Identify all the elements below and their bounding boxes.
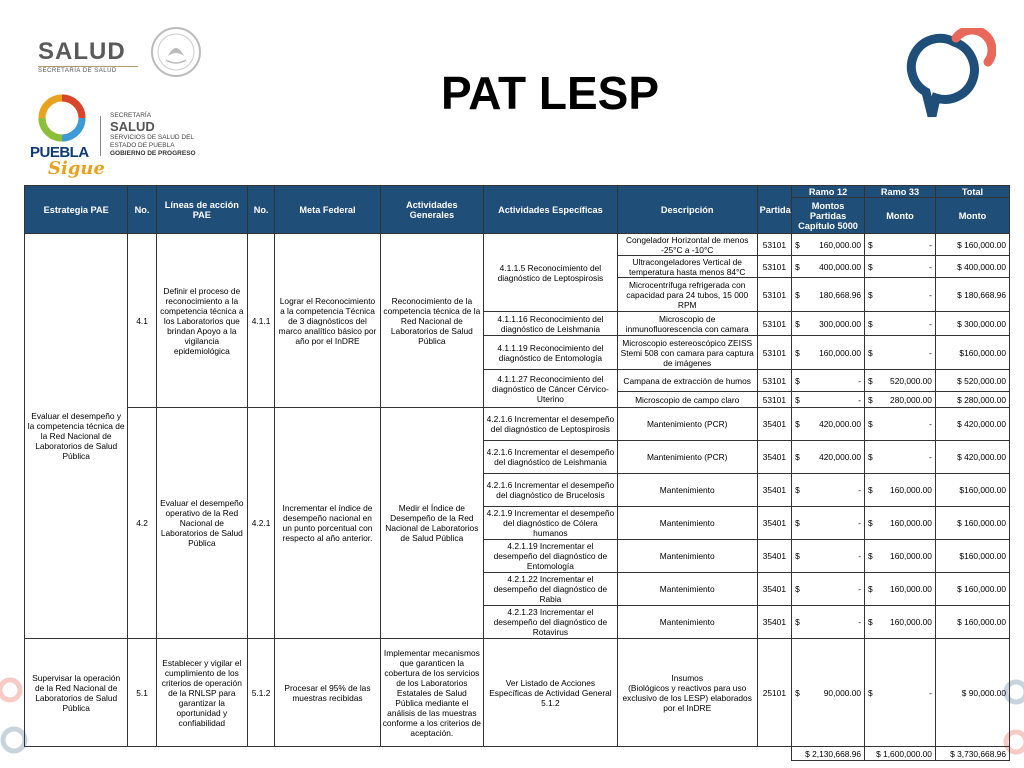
header-act-gen: Actividades Generales xyxy=(380,186,483,234)
total-cell: $ 420,000.00 xyxy=(935,408,1009,441)
partida-cell: 35401 xyxy=(757,474,791,507)
meta-cell: Procesar el 95% de las muestras recibidas xyxy=(275,639,380,747)
partida-cell: 35401 xyxy=(757,540,791,573)
header-monto-ramo33: Monto xyxy=(865,198,936,234)
desc-cell: Mantenimiento xyxy=(617,540,757,573)
header-montos-partidas: Montos Partidas Capítulo 5000 xyxy=(792,198,865,234)
partida-cell: 53101 xyxy=(757,392,791,408)
header-estrategia: Estrategia PAE xyxy=(25,186,128,234)
total-cell: $ 520,000.00 xyxy=(935,370,1009,392)
act-esp-cell: 4.2.1.9 Incrementar el desempeño del diagnóstico de Cólera humanos xyxy=(484,507,618,540)
act-esp-cell: 4.2.1.6 Incrementar el desempeño del diagnóstico de Brucelosis xyxy=(484,474,618,507)
partida-cell: 53101 xyxy=(757,370,791,392)
ramo33-cell xyxy=(865,336,936,370)
act-esp-cell: 4.1.1.16 Reconocimiento del diagnóstico de Leishmania xyxy=(484,312,618,336)
amount: 160,000.00 xyxy=(890,485,932,495)
currency-symbol: $ xyxy=(795,394,800,405)
currency-symbol: $ xyxy=(868,584,873,594)
currency-symbol: $ xyxy=(795,584,800,594)
no-cell: 4.1 xyxy=(128,234,156,408)
total-general: $ 3,730,668.96 xyxy=(935,747,1009,761)
salud-logo xyxy=(30,34,140,74)
total-cell: $ 160,000.00 xyxy=(935,573,1009,606)
header-ramo12: Ramo 12 xyxy=(792,186,865,198)
ramo33-cell xyxy=(865,278,936,312)
puebla-logo xyxy=(28,92,105,184)
amount: 90,000.00 xyxy=(823,687,862,698)
currency-symbol: $ xyxy=(795,375,800,386)
gov-line3: GOBIERNO DE PROGRESO xyxy=(110,150,196,157)
ramo33-cell xyxy=(865,573,936,606)
partida-cell: 53101 xyxy=(757,256,791,278)
partida-cell: 53101 xyxy=(757,312,791,336)
partida-cell: 35401 xyxy=(757,606,791,639)
currency-symbol: $ xyxy=(868,375,873,386)
amount: - xyxy=(929,261,932,272)
table-row xyxy=(25,234,1010,256)
act-esp-cell: 4.1.1.5 Reconocimiento del diagnóstico de Leptospirosis xyxy=(484,234,618,312)
logo-divider xyxy=(100,116,101,156)
mexico-seal-icon xyxy=(150,26,202,78)
desc-cell: Mantenimiento (PCR) xyxy=(617,441,757,474)
desc-cell: Campana de extracción de humos xyxy=(617,370,757,392)
currency-symbol: $ xyxy=(868,318,873,329)
currency-symbol: $ xyxy=(868,261,873,272)
header-partida: Partida xyxy=(757,186,791,234)
partida-cell: 35401 xyxy=(757,573,791,606)
ramo12-cell xyxy=(792,278,865,312)
desc-cell: Mantenimiento xyxy=(617,474,757,507)
currency-symbol: $ xyxy=(868,485,873,495)
ramo12-cell xyxy=(792,441,865,474)
amount: 280,000.00 xyxy=(890,394,932,405)
currency-symbol: $ xyxy=(795,485,800,495)
ramo12-cell xyxy=(792,370,865,392)
currency-symbol: $ xyxy=(795,347,800,358)
ramo12-cell xyxy=(792,606,865,639)
total-cell: $ 160,000.00 xyxy=(935,606,1009,639)
amount: - xyxy=(929,452,932,462)
amount: - xyxy=(858,375,862,386)
estrategia-cell: Supervisar la operación de la Red Nacional de Laboratorios de Salud Pública xyxy=(25,639,128,747)
desc-cell: Microscopio de campo claro xyxy=(617,392,757,408)
partida-cell: 53101 xyxy=(757,234,791,256)
act-esp-cell: 4.2.1.6 Incrementar el desempeño del diagnóstico de Leishmania xyxy=(484,441,618,474)
header-monto-total: Monto xyxy=(935,198,1009,234)
amount: 420,000.00 xyxy=(819,452,862,462)
amount: 160,000.00 xyxy=(890,551,932,561)
total-cell: $160,000.00 xyxy=(935,540,1009,573)
desc-cell: Microscopio estereoscópico ZEISS Stemi 508 con camara para captura de imágenes xyxy=(617,336,757,370)
no-meta-cell: 5.1.2 xyxy=(247,639,274,747)
gov-line2: ESTADO DE PUEBLA xyxy=(110,142,175,149)
ramo12-cell xyxy=(792,507,865,540)
puebla-ring-icon xyxy=(36,92,88,144)
ramo12-cell xyxy=(792,336,865,370)
ramo12-cell xyxy=(792,474,865,507)
totals-spacer xyxy=(25,747,792,761)
header-act-esp: Actividades Específicas xyxy=(484,186,618,234)
amount: 160,000.00 xyxy=(890,617,932,627)
total-cell: $ 280,000.00 xyxy=(935,392,1009,408)
ramo33-cell xyxy=(865,312,936,336)
totals-row xyxy=(25,747,1010,761)
amount: - xyxy=(929,419,932,429)
table-row xyxy=(25,639,1010,747)
currency-symbol: $ xyxy=(795,452,800,462)
total-cell: $ 420,000.00 xyxy=(935,441,1009,474)
ramo12-cell xyxy=(792,392,865,408)
gov-secretaria: SECRETARÍA xyxy=(110,112,152,119)
amount: - xyxy=(858,485,862,495)
act-gen-cell: Reconocimiento de la competencia técnica de la Red Nacional de Laboratorios de Salud Pública xyxy=(380,234,483,408)
page-title: PAT LESP xyxy=(440,67,660,119)
ramo12-cell xyxy=(792,573,865,606)
currency-symbol: $ xyxy=(795,289,800,300)
desc-cell: Mantenimiento xyxy=(617,606,757,639)
currency-symbol: $ xyxy=(868,419,873,429)
ramo12-cell xyxy=(792,540,865,573)
linea-cell: Establecer y vigilar el cumplimiento de los criterios de operación de la RNLSP para garantizar la oportunidad y confiabilidad xyxy=(156,639,247,747)
currency-symbol: $ xyxy=(795,419,800,429)
amount: 400,000.00 xyxy=(819,261,862,272)
partida-cell: 25101 xyxy=(757,639,791,747)
amount: - xyxy=(858,551,862,561)
amount: 300,000.00 xyxy=(819,318,862,329)
currency-symbol: $ xyxy=(795,518,800,528)
currency-symbol: $ xyxy=(868,347,873,358)
desc-cell: Insumos (Biológicos y reactivos para uso exclusivo de los LESP) elaborados por el InDRE xyxy=(617,639,757,747)
desc-cell: Mantenimiento xyxy=(617,507,757,540)
salud-logo-line xyxy=(38,66,138,67)
amount: - xyxy=(858,518,862,528)
act-gen-cell: Medir el Índice de Desempeño de la Red Nacional de Laboratorios de Salud Pública xyxy=(380,408,483,639)
amount: 180,668.96 xyxy=(819,289,862,300)
table-row xyxy=(25,408,1010,441)
total-cell: $ 160,000.00 xyxy=(935,507,1009,540)
no-meta-cell: 4.2.1 xyxy=(247,408,274,639)
amount: 160,000.00 xyxy=(890,518,932,528)
currency-symbol: $ xyxy=(868,239,873,250)
salud-logo-subtext: SECRETARÍA DE SALUD xyxy=(38,68,117,74)
header-no: No. xyxy=(128,186,156,234)
ramo12-cell xyxy=(792,256,865,278)
act-esp-cell: 4.1.1.27 Reconocimiento del diagnóstico de Cáncer Cérvico-Uterino xyxy=(484,370,618,408)
desc-cell: Microcentrífuga refrigerada con capacidad para 24 tubos, 15 000 RPM xyxy=(617,278,757,312)
ramo12-cell xyxy=(792,234,865,256)
desc-cell: Mantenimiento xyxy=(617,573,757,606)
estrategia-cell: Evaluar el desempeño y la competencia técnica de la Red Nacional de Laboratorios de Salud Pública xyxy=(25,234,128,639)
desc-cell: Mantenimiento (PCR) xyxy=(617,408,757,441)
ramo33-cell xyxy=(865,540,936,573)
currency-symbol: $ xyxy=(868,289,873,300)
linea-cell: Evaluar el desempeño operativo de la Red Nacional de Laboratorios de Salud Pública xyxy=(156,408,247,639)
currency-symbol: $ xyxy=(868,617,873,627)
currency-symbol: $ xyxy=(795,318,800,329)
act-esp-cell: 4.2.1.19 Incrementar el desempeño del diagnóstico de Entomología xyxy=(484,540,618,573)
ramo33-cell xyxy=(865,408,936,441)
amount: - xyxy=(858,584,862,594)
gov-salud: SALUD xyxy=(110,119,155,134)
ramo33-cell xyxy=(865,507,936,540)
header-no-meta: No. xyxy=(247,186,274,234)
ramo12-cell xyxy=(792,408,865,441)
no-cell: 4.2 xyxy=(128,408,156,639)
act-gen-cell: Implementar mecanismos que garanticen la cobertura de los servicios de los Laboratorios Estatales de Salud Pública mediante el análisis de las muestras conforme a los criterios de aceptación. xyxy=(380,639,483,747)
currency-symbol: $ xyxy=(868,551,873,561)
partida-cell: 35401 xyxy=(757,507,791,540)
meta-cell: Incrementar el índice de desempeño nacional en un punto porcentual con respecto al año anterior. xyxy=(275,408,380,639)
brand-rings-icon xyxy=(896,28,996,124)
ramo33-cell xyxy=(865,256,936,278)
pat-lesp-table xyxy=(24,185,1010,761)
ramo12-cell xyxy=(792,312,865,336)
ramo33-cell xyxy=(865,370,936,392)
salud-logo-text: SALUD xyxy=(38,38,126,65)
act-esp-cell: 4.2.1.22 Incrementar el desempeño del diagnóstico de Rabia xyxy=(484,573,618,606)
currency-symbol: $ xyxy=(795,687,800,698)
amount: - xyxy=(929,347,932,358)
puebla-logo-text: PUEBLA xyxy=(30,144,89,161)
ramo12-cell xyxy=(792,639,865,747)
no-cell: 5.1 xyxy=(128,639,156,747)
amount: - xyxy=(858,394,862,405)
act-esp-cell: 4.2.1.6 Incrementar el desempeño del diagnóstico de Leptospirosis xyxy=(484,408,618,441)
partida-cell: 35401 xyxy=(757,408,791,441)
currency-symbol: $ xyxy=(795,551,800,561)
header-meta: Meta Federal xyxy=(275,186,380,234)
amount: 160,000.00 xyxy=(890,584,932,594)
total-cell: $160,000.00 xyxy=(935,474,1009,507)
partida-cell: 53101 xyxy=(757,278,791,312)
ramo33-cell xyxy=(865,441,936,474)
total-cell: $ 400,000.00 xyxy=(935,256,1009,278)
currency-symbol: $ xyxy=(795,261,800,272)
amount: - xyxy=(929,239,932,250)
header-lineas: Líneas de acción PAE xyxy=(156,186,247,234)
header-descripcion: Descripción xyxy=(617,186,757,234)
currency-symbol: $ xyxy=(795,239,800,250)
ramo33-cell xyxy=(865,234,936,256)
act-esp-cell: Ver Listado de Acciones Específicas de Actividad General 5.1.2 xyxy=(484,639,618,747)
total-cell: $ 160,000.00 xyxy=(935,234,1009,256)
act-esp-cell: 4.1.1.19 Reconocimiento del diagnóstico de Entomología xyxy=(484,336,618,370)
amount: - xyxy=(929,687,932,698)
header-ramo33: Ramo 33 xyxy=(865,186,936,198)
puebla-logo-subtext: Sigue xyxy=(48,158,105,179)
amount: 160,000.00 xyxy=(819,239,862,250)
total-cell: $160,000.00 xyxy=(935,336,1009,370)
amount: 420,000.00 xyxy=(819,419,862,429)
currency-symbol: $ xyxy=(868,394,873,405)
meta-cell: Lograr el Reconocimiento a la competencia Técnica de 3 diagnósticos del marco analítico básico por año por el InDRE xyxy=(275,234,380,408)
amount: 160,000.00 xyxy=(819,347,862,358)
total-cell: $ 300,000.00 xyxy=(935,312,1009,336)
total-ramo33: $ 1,600,000.00 xyxy=(865,747,936,761)
amount: - xyxy=(929,318,932,329)
gov-line1: SERVICIOS DE SALUD DEL xyxy=(110,134,195,141)
header-total: Total xyxy=(935,186,1009,198)
ramo33-cell xyxy=(865,392,936,408)
desc-cell: Congelador Horizontal de menos -25°C a -10°C xyxy=(617,234,757,256)
total-cell: $ 90,000.00 xyxy=(935,639,1009,747)
currency-symbol: $ xyxy=(868,687,873,698)
government-text xyxy=(110,112,196,158)
linea-cell: Definir el proceso de reconocimiento a la competencia técnica a los Laboratorios que brindan Apoyo a la vigilancia epidemiológica xyxy=(156,234,247,408)
desc-cell: Microscopio de inmunofluorescencia con camara xyxy=(617,312,757,336)
currency-symbol: $ xyxy=(868,452,873,462)
desc-cell: Ultracongeladores Vertical de temperatura hasta menos 84°C xyxy=(617,256,757,278)
currency-symbol: $ xyxy=(795,617,800,627)
ramo33-cell xyxy=(865,606,936,639)
ramo33-cell xyxy=(865,474,936,507)
amount: - xyxy=(929,289,932,300)
partida-cell: 35401 xyxy=(757,441,791,474)
no-meta-cell: 4.1.1 xyxy=(247,234,274,408)
partida-cell: 53101 xyxy=(757,336,791,370)
amount: - xyxy=(858,617,862,627)
ramo33-cell xyxy=(865,639,936,747)
act-esp-cell: 4.2.1.23 Incrementar el desempeño del diagnóstico de Rotavirus xyxy=(484,606,618,639)
currency-symbol: $ xyxy=(868,518,873,528)
total-ramo12: $ 2,130,668.96 xyxy=(792,747,865,761)
total-cell: $ 180,668.96 xyxy=(935,278,1009,312)
amount: 520,000.00 xyxy=(890,375,932,386)
